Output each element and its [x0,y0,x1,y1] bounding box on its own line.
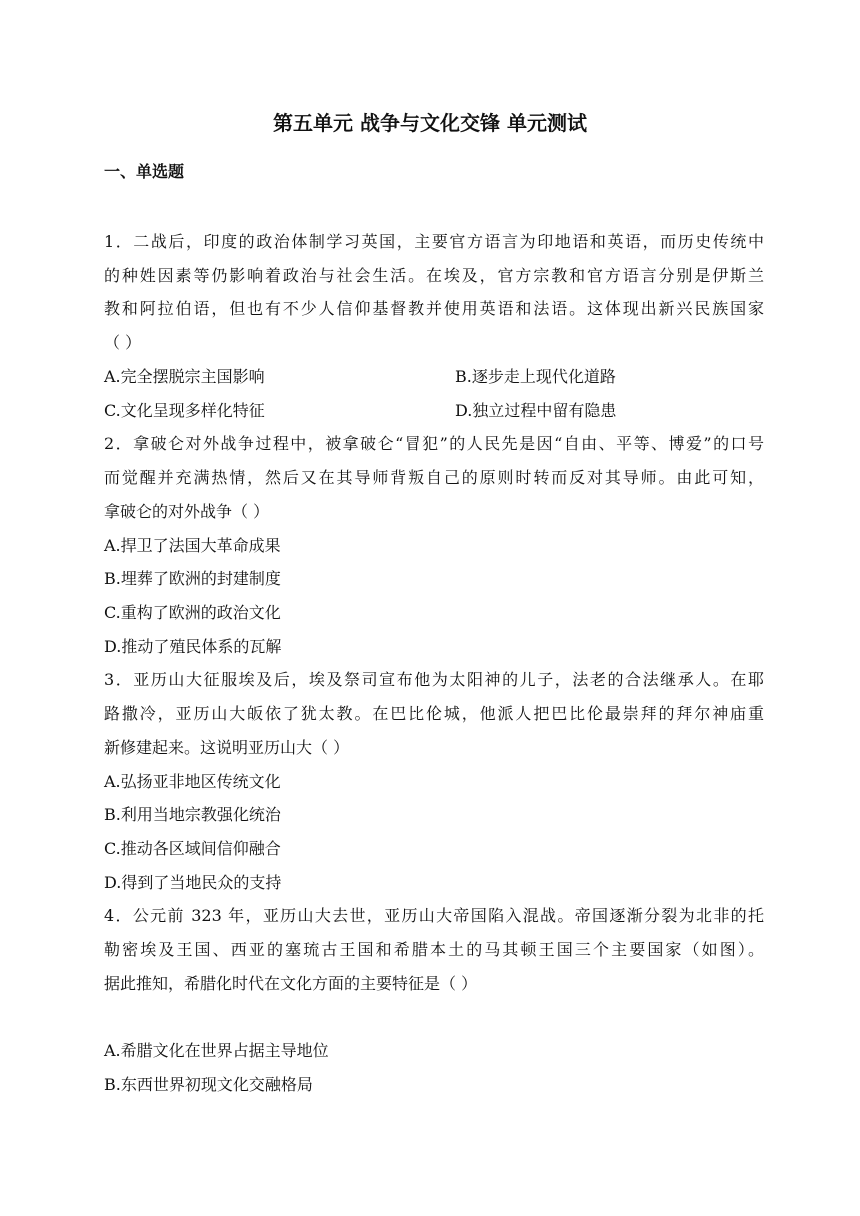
question-1-option-a[interactable]: A.完全摆脱宗主国影响 [104,367,265,386]
question-1-option-b[interactable]: B.逐步走上现代化道路 [455,367,616,386]
question-3-line-2: 路撒冷，亚历山大皈依了犹太教。在巴比伦城，他派人把巴比伦最崇拜的拜尔神庙重 [104,704,764,723]
question-1-option-d[interactable]: D.独立过程中留有隐患 [455,401,617,420]
question-1-stem-end: （ ） [104,333,142,352]
section-heading: 一、单选题 [104,162,185,181]
question-1-line-2: 的种姓因素等仍影响着政治与社会生活。在埃及，官方宗教和官方语言分别是伊斯兰 [104,266,764,285]
question-4-line-3: 据此推知，希腊化时代在文化方面的主要特征是（ ） [104,974,478,993]
question-3-option-a[interactable]: A.弘扬亚非地区传统文化 [104,772,281,791]
page-title: 第五单元 战争与文化交锋 单元测试 [273,111,587,135]
question-1-option-c[interactable]: C.文化呈现多样化特征 [104,401,265,420]
question-2-option-d[interactable]: D.推动了殖民体系的瓦解 [104,637,282,656]
question-1-option-row-1 [104,364,764,390]
question-3-option-c[interactable]: C.推动各区域间信仰融合 [104,839,281,858]
question-2-line-2: 而觉醒并充满热情，然后又在其导师背叛自己的原则时转而反对其导师。由此可知， [104,468,764,487]
question-2-option-c[interactable]: C.重构了欧洲的政治文化 [104,603,281,622]
question-1-option-row-2 [104,398,764,424]
question-4-line-1: 4．公元前 323 年，亚历山大去世，亚历山大帝国陷入混战。帝国逐渐分裂为北非的托 [104,906,764,925]
question-2-option-b[interactable]: B.埋葬了欧洲的封建制度 [104,569,281,588]
question-4-option-b[interactable]: B.东西世界初现文化交融格局 [104,1075,313,1094]
question-2-line-1: 2．拿破仑对外战争过程中，被拿破仑“冒犯”的人民先是因“自由、平等、博爱”的口号 [104,434,764,453]
question-3-line-3: 新修建起来。这说明亚历山大（ ） [104,738,350,757]
question-2-option-a[interactable]: A.捍卫了法国大革命成果 [104,536,281,555]
question-4-option-a[interactable]: A.希腊文化在世界占据主导地位 [104,1041,329,1060]
question-3-option-d[interactable]: D.得到了当地民众的支持 [104,873,282,892]
question-3-line-1: 3．亚历山大征服埃及后，埃及祭司宣布他为太阳神的儿子，法老的合法继承人。在耶 [104,670,764,689]
question-3-option-b[interactable]: B.利用当地宗教强化统治 [104,805,281,824]
question-1-line-1: 1．二战后，印度的政治体制学习英国，主要官方语言为印地语和英语，而历史传统中 [104,232,764,251]
question-4-line-2: 勒密埃及王国、西亚的塞琉古王国和希腊本土的马其顿王国三个主要国家（如图）。 [104,940,764,959]
question-1-line-3: 教和阿拉伯语，但也有不少人信仰基督教并使用英语和法语。这体现出新兴民族国家 [104,299,764,318]
question-2-line-3: 拿破仑的对外战争（ ） [104,502,270,521]
